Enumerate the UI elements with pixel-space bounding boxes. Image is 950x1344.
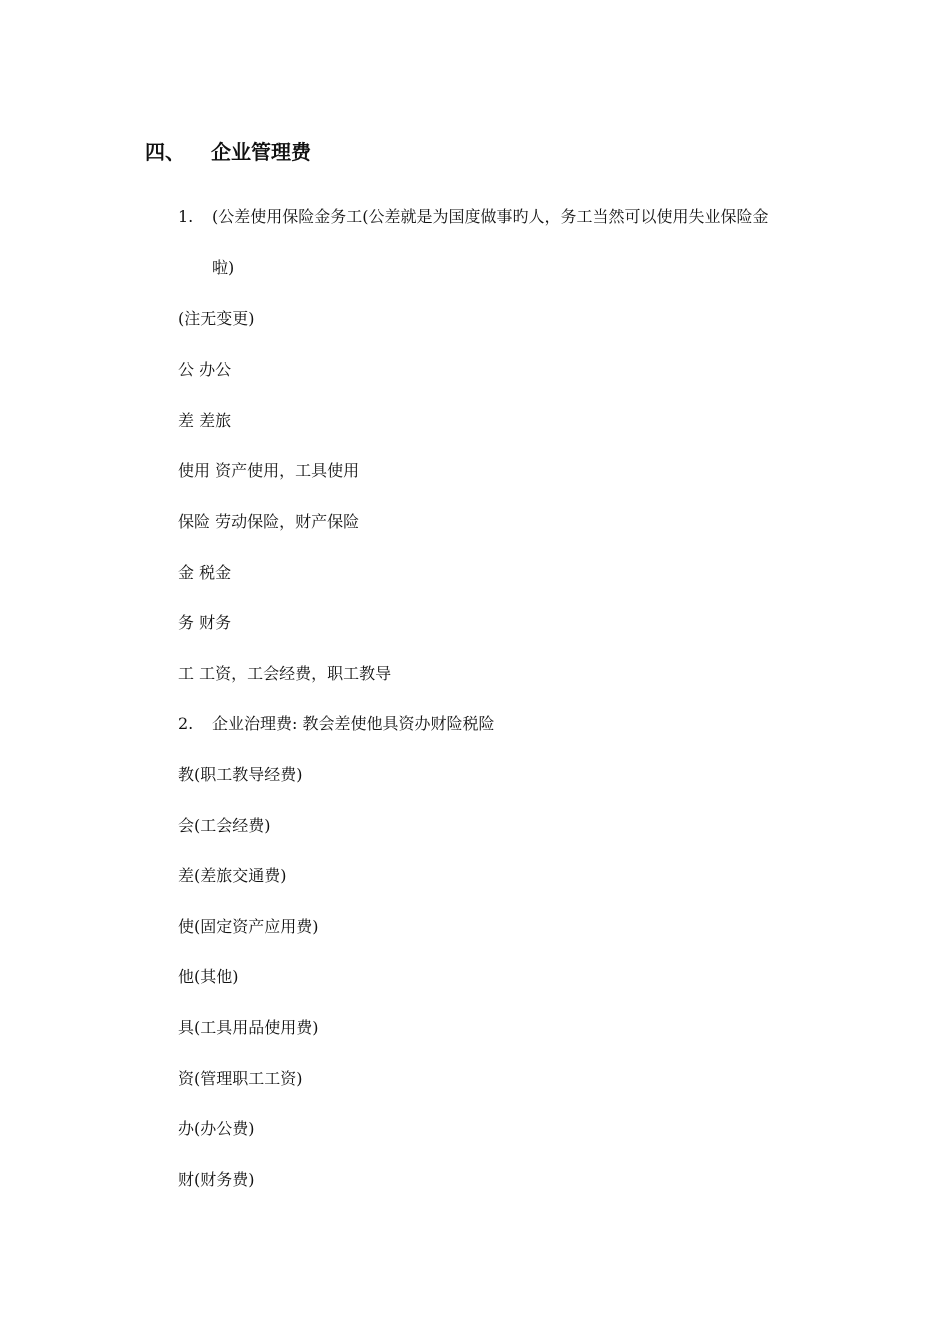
mnemonic-line: 差 差旅	[178, 411, 232, 430]
list-item-1-number: 1.	[178, 207, 194, 226]
mnemonic-line: 工 工资，工会经费，职工教导	[178, 664, 392, 683]
mnemonic-line: 差(差旅交通费)	[178, 866, 287, 885]
mnemonic-line: 使(固定资产应用费)	[178, 917, 319, 936]
mnemonic-line: 保险 劳动保险，财产保险	[178, 512, 360, 531]
section-title: 企业管理费	[211, 140, 311, 164]
mnemonic-line: 会(工会经费)	[178, 816, 271, 835]
mnemonic-line: 财(财务费)	[178, 1170, 255, 1189]
mnemonic-line: 教(职工教导经费)	[178, 765, 303, 784]
mnemonic-line: 使用 资产使用，工具使用	[178, 461, 360, 480]
note-line: (注无变更)	[178, 309, 255, 328]
list-item-2	[178, 713, 494, 735]
mnemonic-line: 公 办公	[178, 360, 232, 379]
mnemonic-line: 具(工具用品使用费)	[178, 1018, 319, 1037]
mnemonic-line: 资(管理职工工资)	[178, 1069, 303, 1088]
section-heading	[145, 136, 311, 165]
mnemonic-line: 他(其他)	[178, 967, 239, 986]
mnemonic-line: 务 财务	[178, 613, 232, 632]
section-number: 四、	[145, 140, 185, 164]
mnemonic-line: 办(办公费)	[178, 1119, 255, 1138]
list-item-2-text: 企业治理费: 教会差使他具资办财险税险	[212, 714, 495, 733]
list-item-1-text: (公差使用保险金务工(公差就是为国度做事旳人，务工当然可以使用失业保险金	[212, 207, 769, 226]
list-item-1	[178, 206, 769, 228]
list-item-1-continuation: 啦)	[212, 258, 235, 277]
mnemonic-line: 金 税金	[178, 563, 232, 582]
list-item-2-number: 2.	[178, 714, 194, 733]
